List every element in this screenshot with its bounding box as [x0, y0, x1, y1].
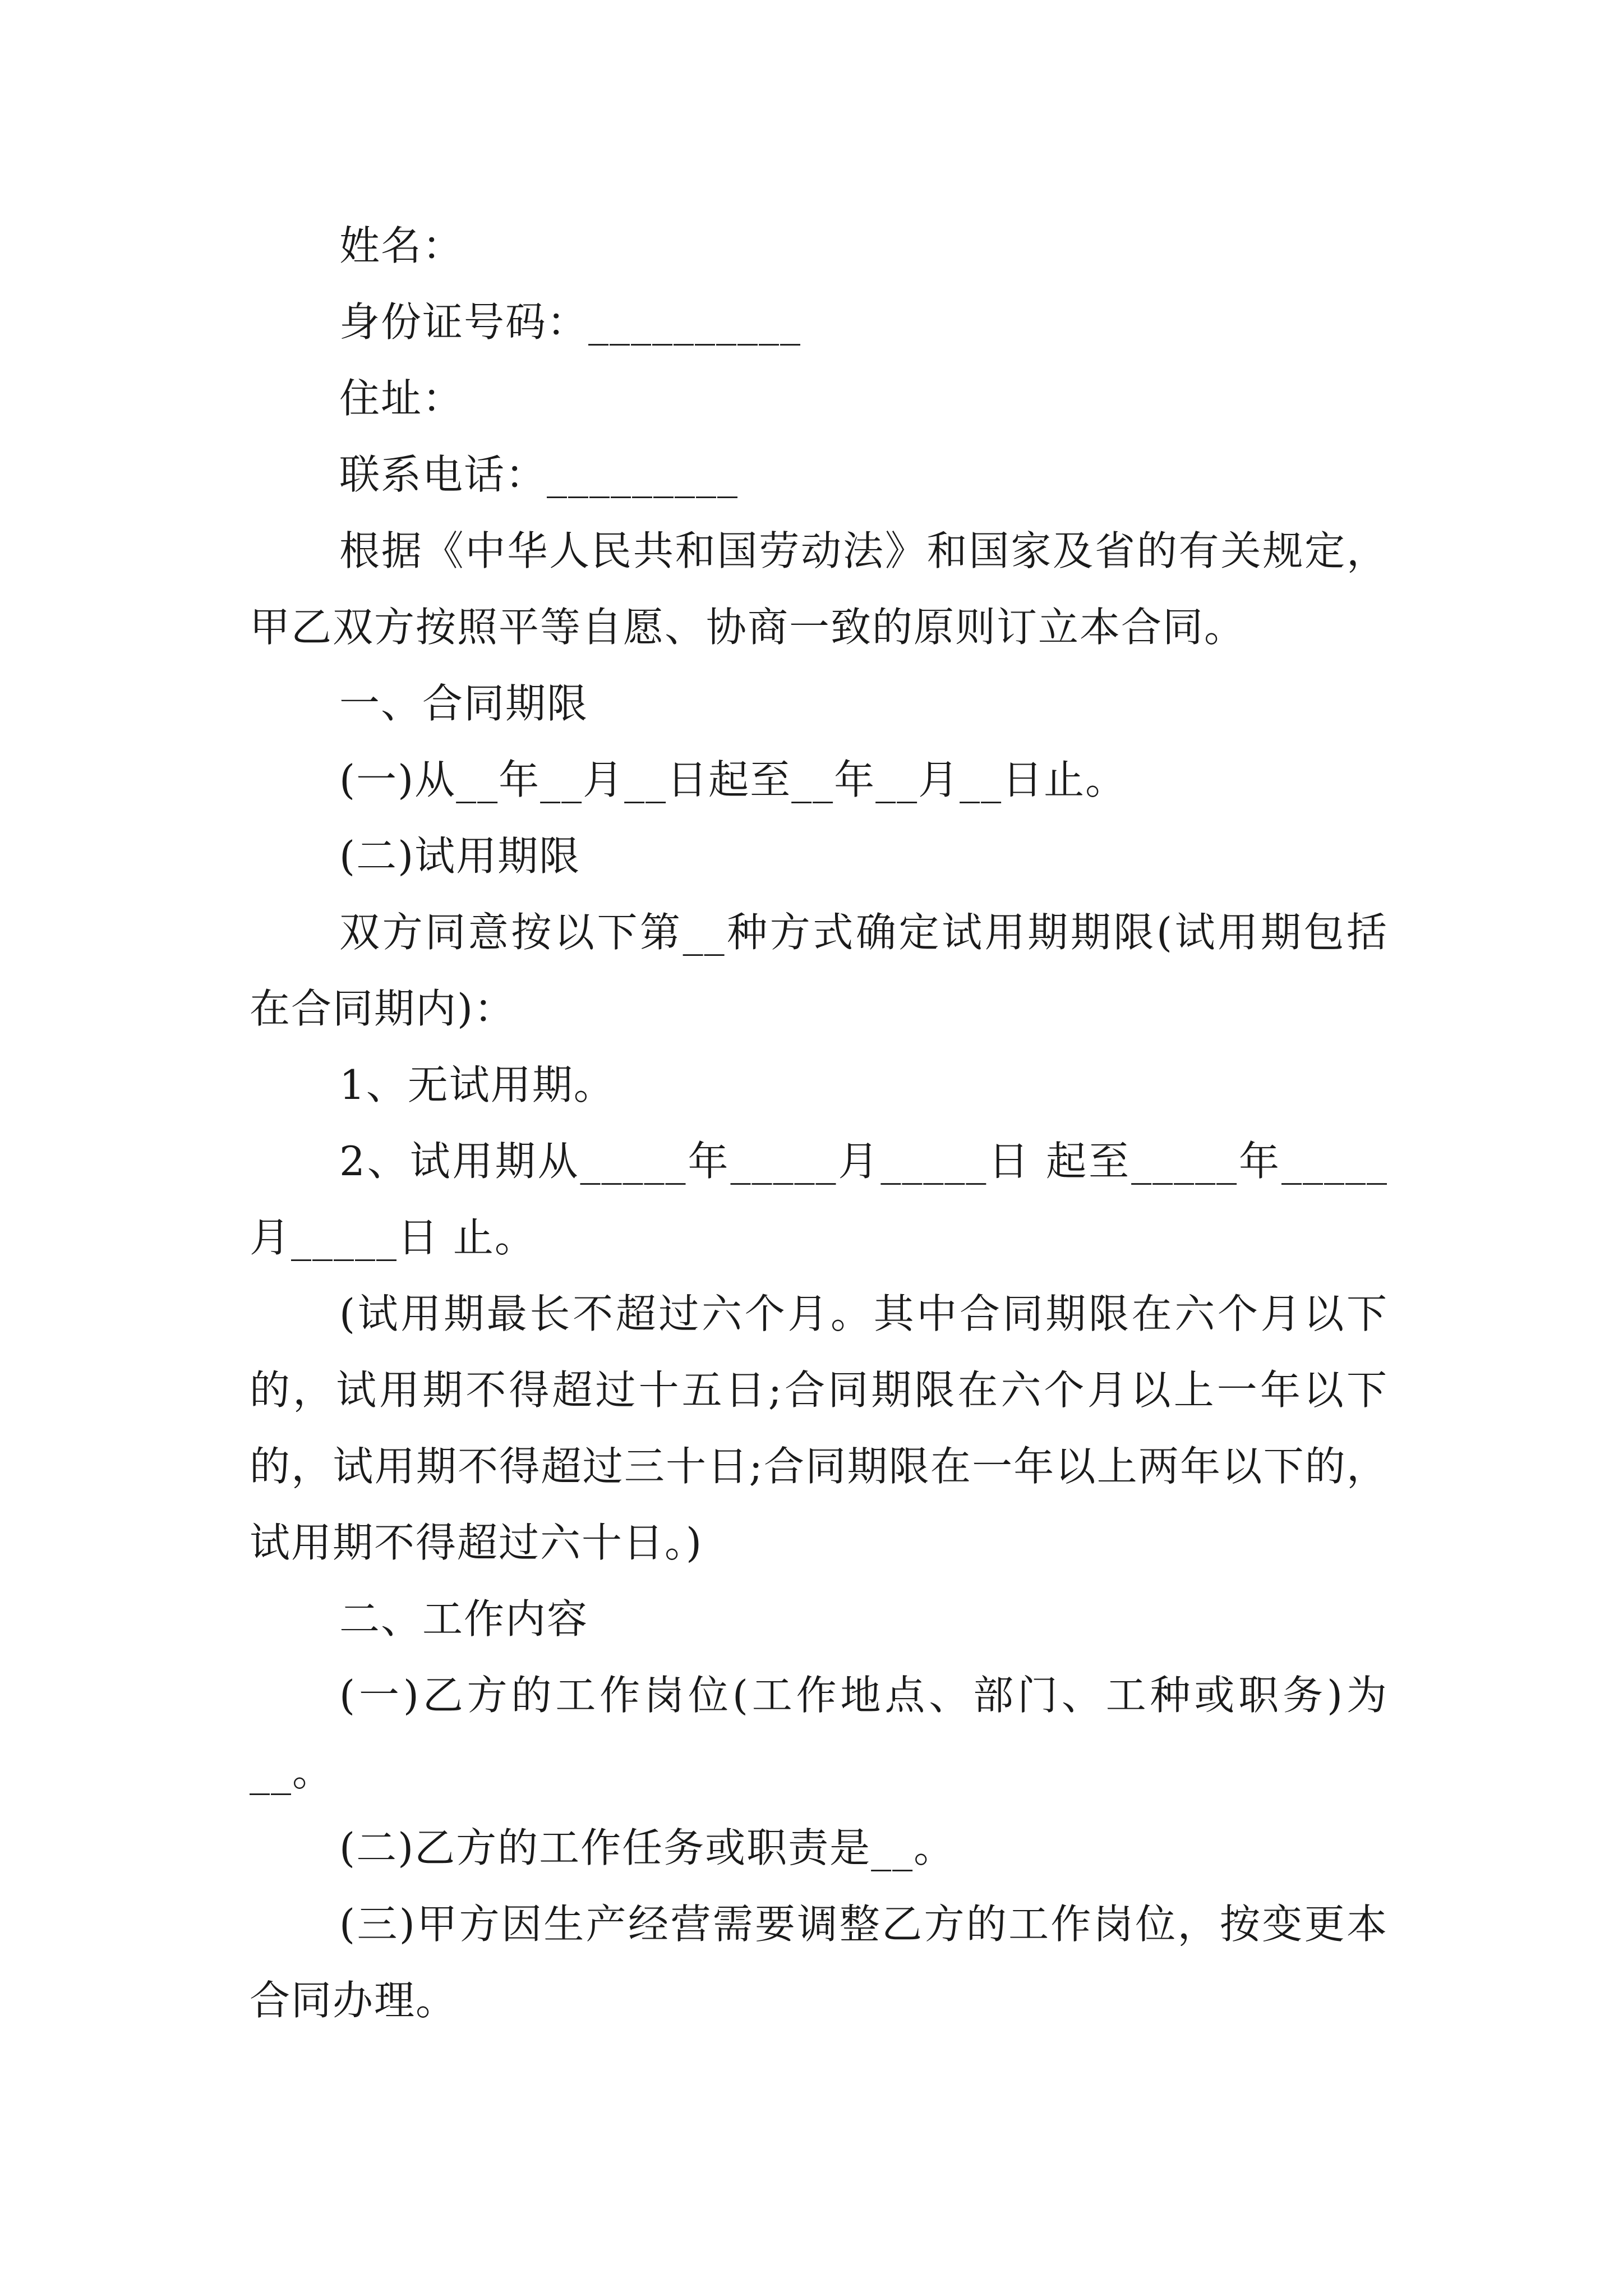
clause-term-period: (一)从__年__月__日起至__年__月__日止。: [339, 756, 1127, 803]
clause-work-duties: (二)乙方的工作任务或职责是__。: [339, 1824, 956, 1871]
document-page: [250, 208, 1388, 2039]
subheading-probation: (二)试用期限: [339, 832, 581, 880]
section-heading-work-content: 二、工作内容: [339, 1595, 589, 1642]
probation-note-paragraph: (试用期最长不超过六个月。其中合同期限在六个月以下的，试用期不得超过十五日;合同期限在六个月以上一年以下的，试用期不得超过三十日;合同期限在一年以上两年以下的，试用期不得超过六十日。): [250, 1290, 1388, 1566]
name-field-line: 姓名：: [339, 222, 464, 269]
section-heading-contract-term: 一、合同期限: [339, 680, 589, 727]
clause-probation-method: 双方同意按以下第__种方式确定试用期期限(试用期包括在合同期内)：: [250, 909, 1388, 1032]
option-probation-dates: 2、试用期从_____年_____月_____日 起至_____年_____月_____日 止。: [250, 1138, 1388, 1261]
id-number-field-line: 身份证号码：__________: [339, 298, 802, 346]
clause-position-adjustment: (三)甲方因生产经营需要调整乙方的工作岗位，按变更本合同办理。: [250, 1901, 1388, 2024]
phone-field-line: 联系电话：_________: [339, 451, 739, 498]
option-no-probation: 1、无试用期。: [339, 1061, 615, 1108]
address-field-line: 住址：: [339, 375, 464, 422]
clause-work-position: (一)乙方的工作岗位(工作地点、部门、工种或职务)为__。: [250, 1672, 1388, 1795]
preamble-paragraph: 根据《中华人民共和国劳动法》和国家及省的有关规定，甲乙双方按照平等自愿、协商一致的原则订立本合同。: [250, 527, 1388, 651]
